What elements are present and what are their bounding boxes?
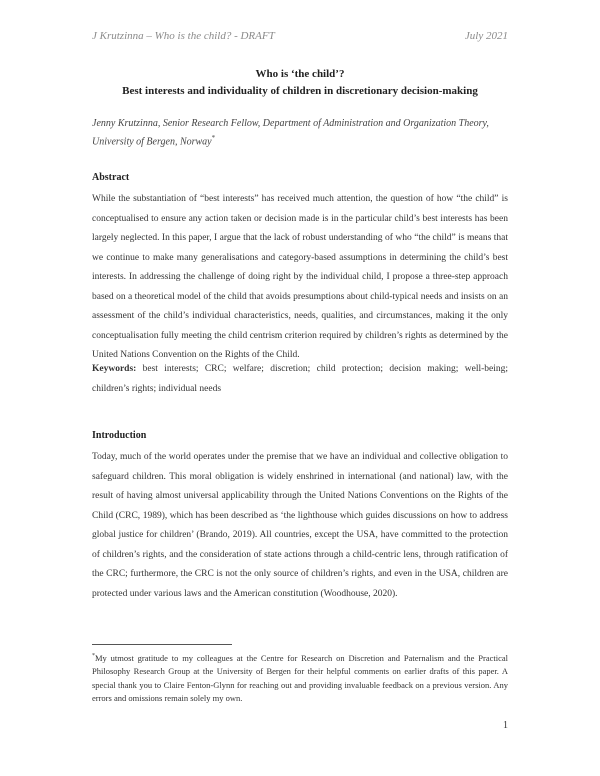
keywords bbox=[92, 360, 508, 399]
author-affiliation bbox=[92, 116, 522, 149]
footnote bbox=[92, 650, 508, 706]
footnote-divider bbox=[92, 644, 232, 645]
keywords-label: Keywords: bbox=[92, 364, 137, 374]
running-header bbox=[92, 30, 508, 42]
author-line: Jenny Krutzinna, Senior Research Fellow, Department of Administration and Organization Theory, University of Bergen, Norway bbox=[92, 118, 489, 148]
abstract-text: While the substantiation of “best interests” has received much attention, the question of how “the child” is conceptualised to ensure any action taken or decision made is in the particular child’s best interests has been largely neglected. In this paper, I argue that the lack of robust understanding of who “the child” is means that we continue to make many generalisations and category-based assumptions in determining the child’s best interests. In addressing the challenge of doing right by the individual child, I propose a three-step approach based on a theoretical model of the child that avoids presumptions about child-typical needs and insists on an assessment of the child’s individual characteristics, needs, qualities, and circumstances, making it the only conceptualisation fully meeting the child centrism criterion required by children’s rights as determined by the United Nations Convention on the Rights of the Child. bbox=[92, 194, 508, 360]
footnote-mark: * bbox=[92, 653, 95, 659]
page-number: 1 bbox=[503, 720, 508, 731]
paper-subtitle: Best interests and individuality of children in discretionary decision-making bbox=[122, 85, 478, 97]
introduction-heading: Introduction bbox=[92, 430, 147, 441]
paper-title: Who is ‘the child’? bbox=[255, 68, 345, 80]
footnote-text: My utmost gratitude to my colleagues at the Centre for Research on Discretion and Paternalism and the Practical Philosophy Research Group at the University of Bergen for their helpful comments on earlier drafts of this paper. A special thank you to Claire Fenton-Glynn for reaching out and providing invaluable feedback on a previous version. Any errors and omissions remain solely my own. bbox=[92, 652, 508, 704]
header-left: J Krutzinna – Who is the child? - DRAFT bbox=[92, 30, 275, 42]
keywords-text: best interests; CRC; welfare; discretion; child protection; decision making; well-being; children’s rights; individual needs bbox=[92, 364, 509, 394]
header-right: July 2021 bbox=[464, 30, 508, 42]
abstract-heading: Abstract bbox=[92, 172, 130, 183]
introduction-text: Today, much of the world operates under the premise that we have an individual and collective obligation to safeguard children. This moral obligation is widely enshrined in international (and national) law, with the result of having almost universal applicability through the United Nations Conventions on the Rights of the Child (CRC, 1989), which has been described as ‘the lighthouse which guides discussions on how to address global justice for children’ (Brando, 2019). All countries, except the USA, have committed to the protection of children’s rights, and the consideration of state actions through a child-centric lens, through ratification of the CRC; furthermore, the CRC is not the only source of children’s rights, and even in the USA, children are protected under various laws and the American constitution (Woodhouse, 2020). bbox=[92, 452, 508, 599]
author-footnote-mark: * bbox=[211, 134, 216, 142]
